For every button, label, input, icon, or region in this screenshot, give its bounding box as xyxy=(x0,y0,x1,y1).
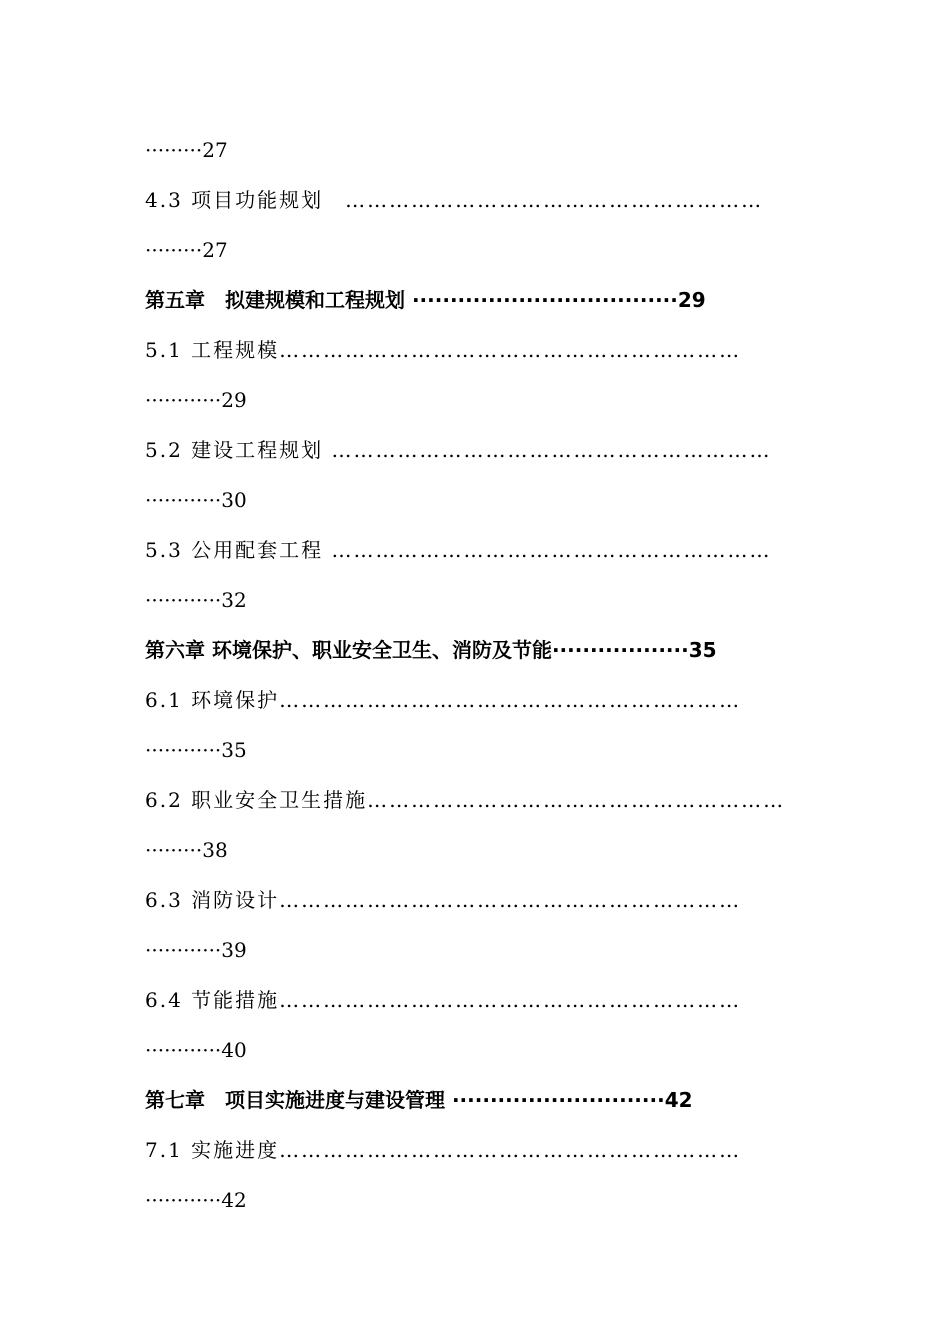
toc-chapter-entry: 第七章 项目实施进度与建设管理 ····························42 xyxy=(145,1088,693,1112)
toc-section-entry: 5.1 工程规模……………………………………………………… xyxy=(145,338,742,362)
toc-section-entry: 6.1 环境保护……………………………………………………… xyxy=(145,688,742,712)
toc-continuation-line: ·········27 xyxy=(145,138,228,162)
toc-continuation-line: ·········38 xyxy=(145,838,228,862)
toc-continuation-line: ············42 xyxy=(145,1188,247,1212)
toc-chapter-entry: 第五章 拟建规模和工程规划 ···································29 xyxy=(145,288,706,312)
toc-section-entry: 6.4 节能措施……………………………………………………… xyxy=(145,988,742,1012)
toc-continuation-line: ············40 xyxy=(145,1038,247,1062)
toc-section-entry: 6.3 消防设计……………………………………………………… xyxy=(145,888,742,912)
toc-section-entry: 7.1 实施进度……………………………………………………… xyxy=(145,1138,742,1162)
toc-section-entry: 4.3 项目功能规划 ………………………………………………… xyxy=(145,188,764,212)
toc-continuation-line: ············30 xyxy=(145,488,247,512)
toc-continuation-line: ············29 xyxy=(145,388,247,412)
toc-chapter-entry: 第六章 环境保护、职业安全卫生、消防及节能··················35 xyxy=(145,638,717,662)
toc-continuation-line: ············32 xyxy=(145,588,247,612)
toc-continuation-line: ············35 xyxy=(145,738,247,762)
toc-section-entry: 6.2 职业安全卫生措施………………………………………………… xyxy=(145,788,786,812)
toc-continuation-line: ············39 xyxy=(145,938,247,962)
table-of-contents xyxy=(145,125,805,1225)
toc-continuation-line: ·········27 xyxy=(145,238,228,262)
toc-section-entry: 5.3 公用配套工程 …………………………………………………… xyxy=(145,538,772,562)
toc-section-entry: 5.2 建设工程规划 …………………………………………………… xyxy=(145,438,772,462)
